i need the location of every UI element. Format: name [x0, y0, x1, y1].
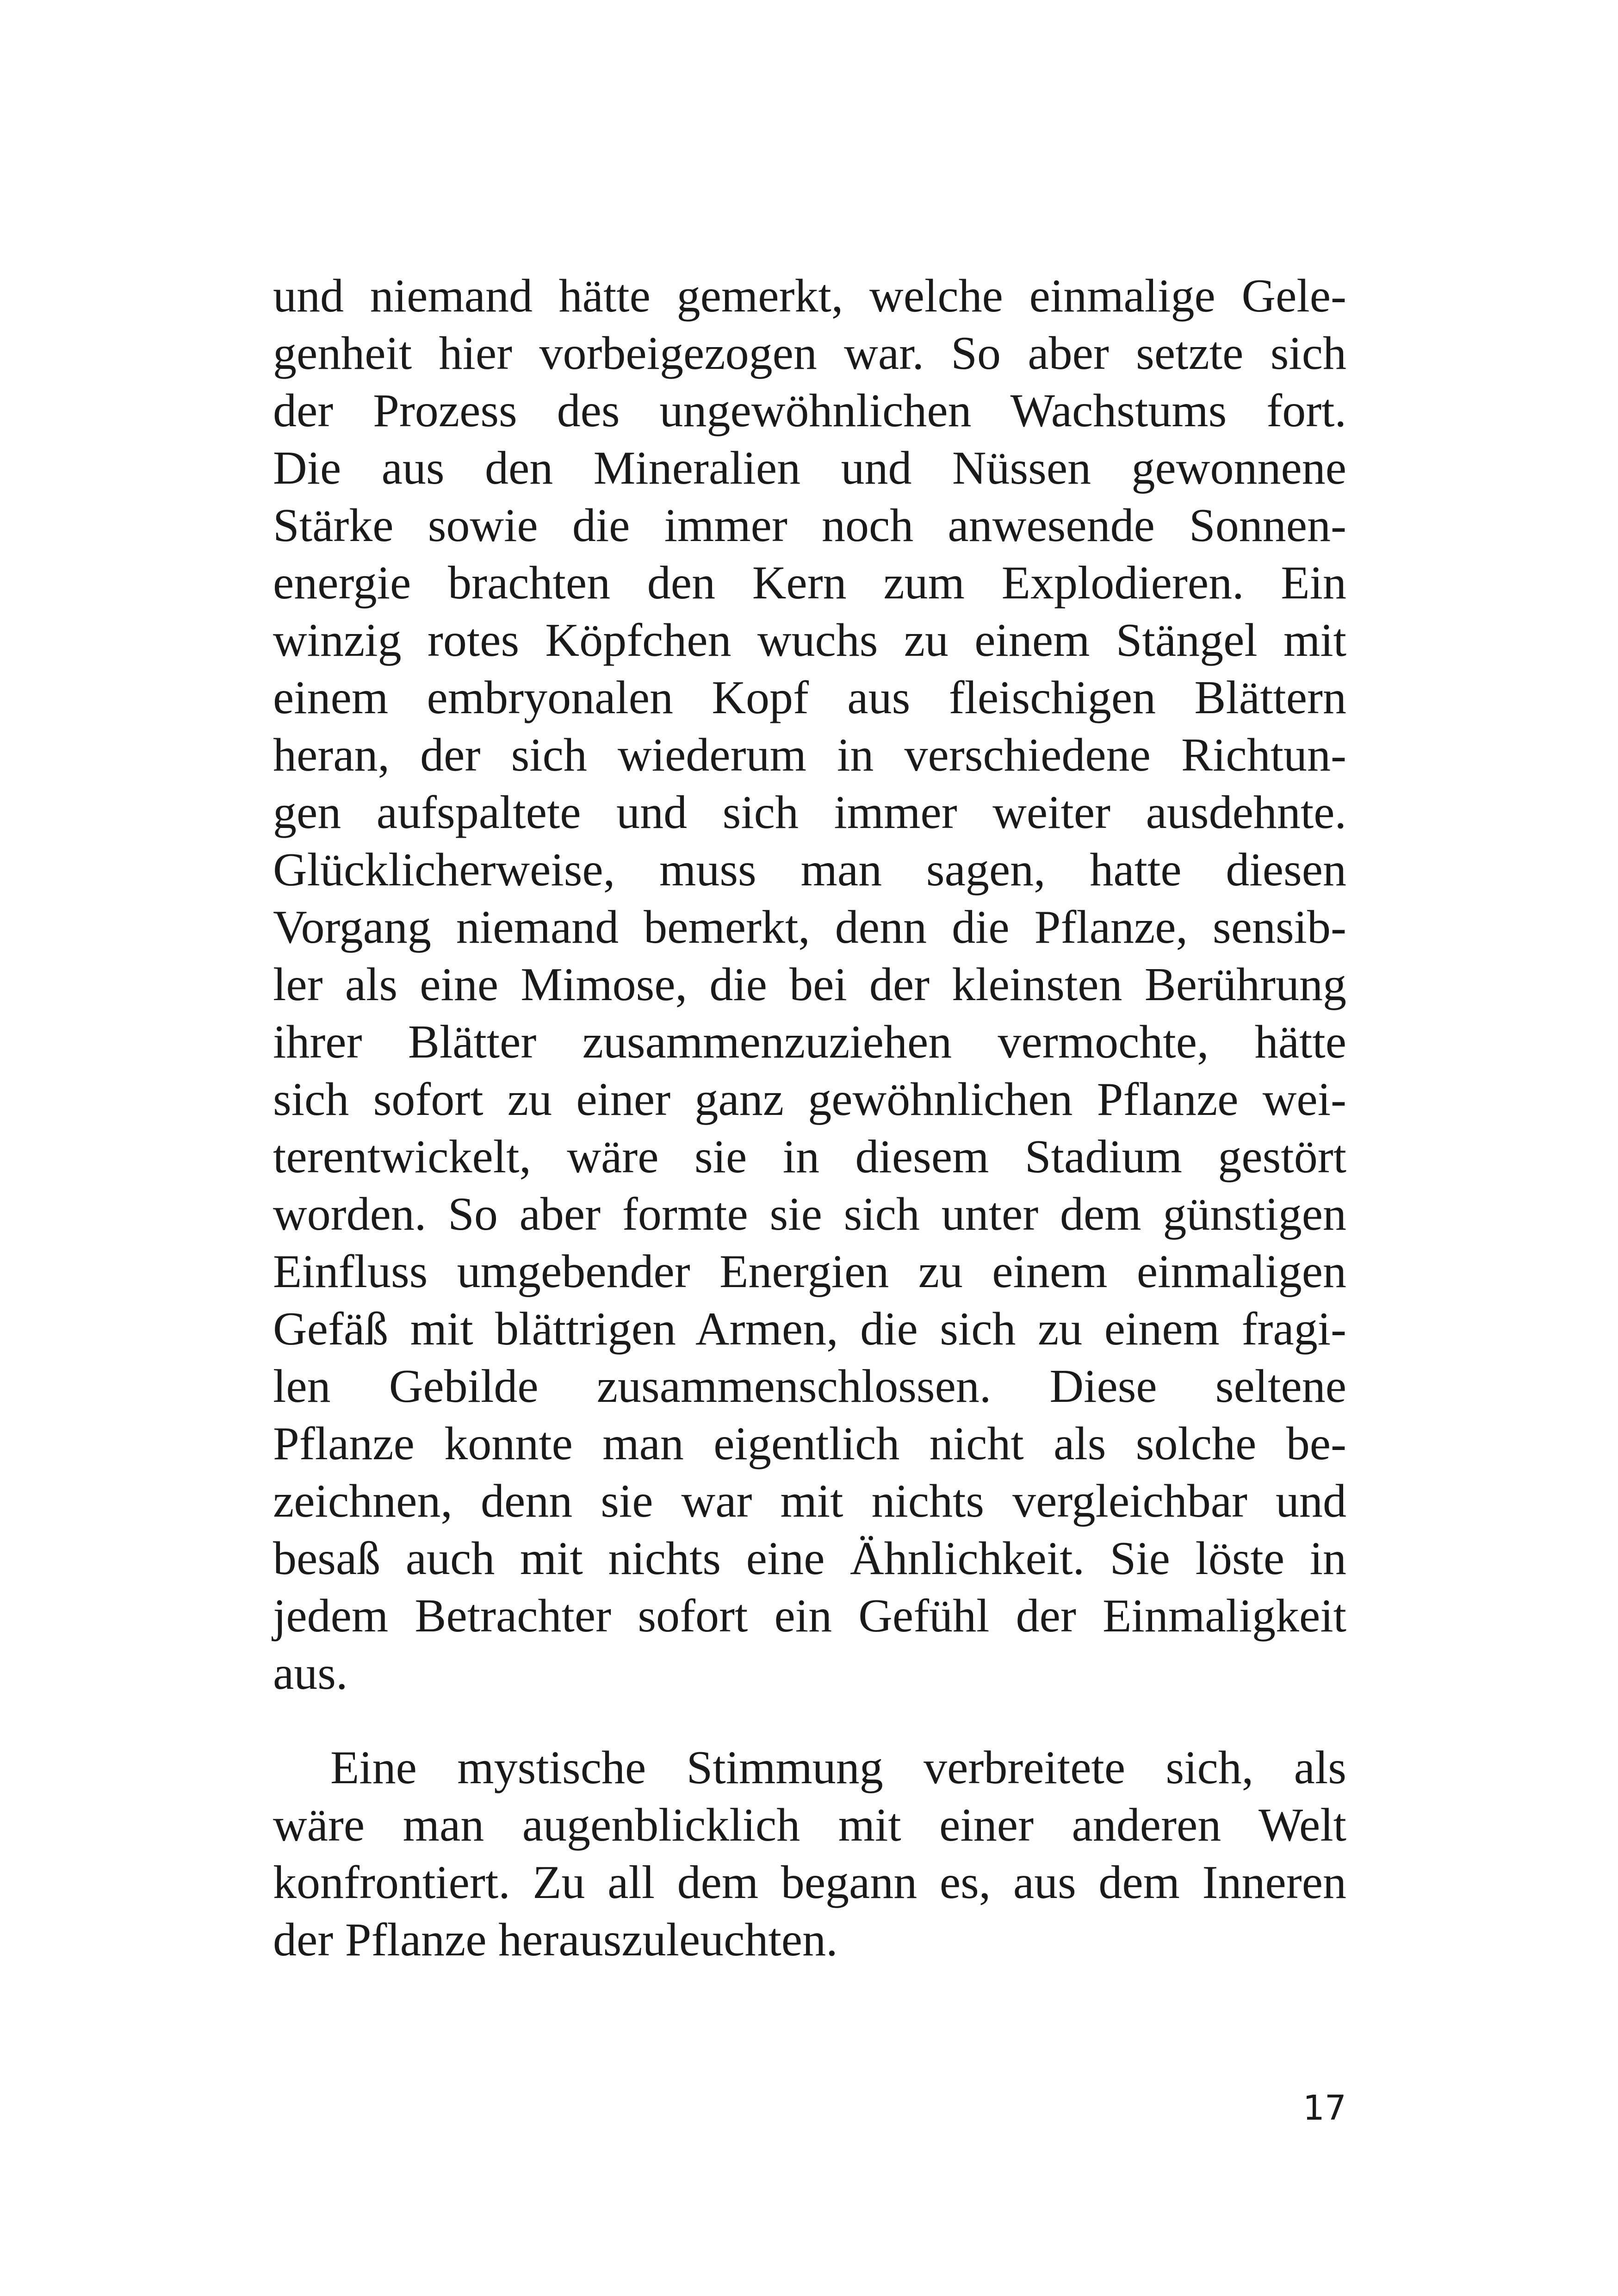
- text-line: Eine mystische Stimmung verbreitete sich, als: [330, 1742, 1346, 1794]
- text-line: terentwickelt, wäre sie in diesem Stadium gestört: [273, 1131, 1346, 1183]
- text-line: und niemand hätte gemerkt, welche einmalige Gele-: [273, 270, 1346, 322]
- body-text: [273, 268, 1346, 1969]
- text-line: winzig rotes Köpfchen wuchs zu einem Stängel mit: [273, 614, 1346, 666]
- page-number: 17: [1302, 2088, 1346, 2128]
- text-line: Stärke sowie die immer noch anwesende Sonnen-: [273, 499, 1346, 552]
- text-line: len Gebilde zusammenschlossen. Diese seltene: [273, 1360, 1346, 1412]
- text-line: sich sofort zu einer ganz gewöhnlichen Pflanze wei-: [273, 1073, 1346, 1126]
- text-line: Glücklicherweise, muss man sagen, hatte diesen: [273, 844, 1346, 896]
- text-line: energie brachten den Kern zum Explodieren. Ein: [273, 557, 1346, 609]
- text-line: einem embryonalen Kopf aus fleischigen Blättern: [273, 672, 1346, 724]
- text-line: besaß auch mit nichts eine Ähnlichkeit. Sie löste in: [273, 1532, 1346, 1585]
- text-line: Vorgang niemand bemerkt, denn die Pflanze, sensib-: [273, 901, 1346, 953]
- text-line: Die aus den Mineralien und Nüssen gewonnene: [273, 442, 1346, 494]
- text-line: konfrontiert. Zu all dem begann es, aus dem Inneren: [273, 1856, 1346, 1909]
- text-line: jedem Betrachter sofort ein Gefühl der Einmaligkeit: [273, 1590, 1346, 1642]
- text-line: Einfluss umgebender Energien zu einem einmaligen: [273, 1245, 1346, 1298]
- text-line: ler als eine Mimose, die bei der kleinsten Berührung: [273, 958, 1346, 1011]
- text-line: zeichnen, denn sie war mit nichts vergleichbar und: [273, 1475, 1346, 1527]
- text-line: Pflanze konnte man eigentlich nicht als solche be-: [273, 1418, 1346, 1470]
- paragraph-gap: [273, 1702, 1346, 1739]
- text-line: gen aufspaltete und sich immer weiter ausdehnte.: [273, 786, 1346, 839]
- text-line: wäre man augenblicklich mit einer anderen Welt: [273, 1799, 1346, 1851]
- text-line: heran, der sich wiederum in verschiedene Richtun-: [273, 729, 1346, 781]
- text-line: der Pflanze herauszuleuchten.: [273, 1914, 838, 1966]
- paragraph-1: [273, 268, 1346, 1702]
- text-line: genheit hier vorbeigezogen war. So aber setzte sich: [273, 327, 1346, 380]
- paragraph-2: [273, 1739, 1346, 1969]
- text-line: ihrer Blätter zusammenzuziehen vermochte, hätte: [273, 1016, 1346, 1068]
- text-line: Gefäß mit blättrigen Armen, die sich zu einem fragi-: [273, 1303, 1346, 1355]
- text-line: worden. So aber formte sie sich unter dem günstigen: [273, 1188, 1346, 1240]
- text-line: der Prozess des ungewöhnlichen Wachstums fort.: [273, 385, 1346, 437]
- text-line: aus.: [273, 1647, 348, 1699]
